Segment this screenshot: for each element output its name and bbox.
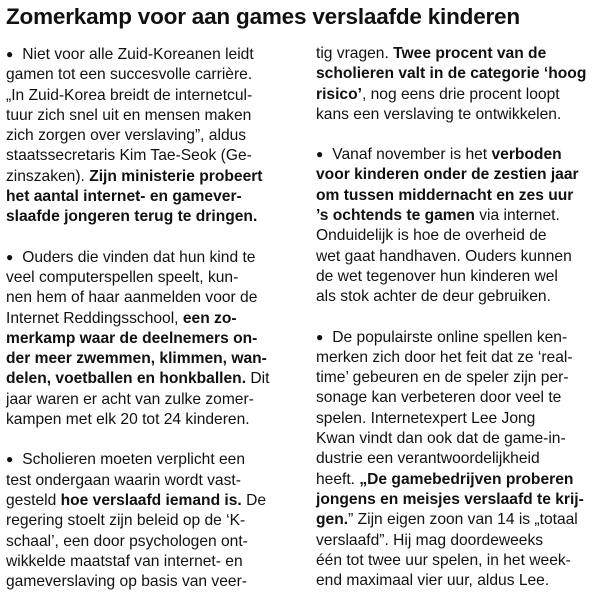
article-paragraph xyxy=(316,327,610,592)
text-line xyxy=(316,64,610,84)
text-line xyxy=(316,247,610,267)
body-text: regering stoelt zijn beleid op de ‘K- xyxy=(6,512,246,530)
text-line xyxy=(6,187,292,207)
bullet-icon: ● xyxy=(316,329,324,344)
body-text: zinszaken). xyxy=(6,167,90,185)
body-text: als stok achter de deur gebruiken. xyxy=(316,288,551,306)
bullet-icon: ● xyxy=(6,452,14,467)
body-text: kans een verslaving te ontwikkelen. xyxy=(316,105,562,123)
text-line xyxy=(6,349,292,369)
bold-text: Zijn ministerie probeert xyxy=(89,167,263,185)
body-text: staatssecretaris Kim Tae-Seok (Ge- xyxy=(6,147,252,165)
article-headline: Zomerkamp voor aan games verslaafde kinderen xyxy=(6,4,520,29)
body-text: gamen tot een succesvolle carrière. xyxy=(6,66,253,84)
text-line xyxy=(6,532,292,552)
text-line xyxy=(316,287,610,307)
body-text: De populairste online spellen ken- xyxy=(332,328,568,346)
text-line xyxy=(316,388,610,408)
body-text: gameverslaving op basis van veer- xyxy=(6,573,247,591)
text-line xyxy=(316,327,610,348)
body-text: tig vragen. xyxy=(316,45,394,62)
body-text: Onduidelijk is hoe de overheid de xyxy=(316,227,547,245)
body-text: kampen met elk 20 tot 24 kinderen. xyxy=(6,411,250,429)
bold-text: der meer zwemmen, klimmen, wan- xyxy=(6,350,267,368)
text-line xyxy=(6,511,292,531)
body-text: Niet voor alle Zuid-Koreanen leidt xyxy=(22,46,254,63)
bold-text: merkamp waar de deelnemers on- xyxy=(6,329,258,347)
text-line xyxy=(6,369,292,389)
text-line xyxy=(316,44,610,64)
body-text: merken zich door het feit dat ze ‘real- xyxy=(316,348,573,366)
body-text: veel computerspellen speelt, kun- xyxy=(6,268,239,286)
bold-text: delen, voetballen en honkballen. xyxy=(6,370,247,388)
body-text: Scholieren moeten verplicht een xyxy=(22,451,246,469)
text-line xyxy=(316,186,610,206)
body-text: zich zorgen over verslaving”, aldus xyxy=(6,127,247,145)
text-line xyxy=(316,510,610,530)
body-text: via internet. xyxy=(474,207,560,225)
bold-text: het aantal internet- en gamever- xyxy=(6,188,242,206)
text-line xyxy=(6,390,292,410)
text-line xyxy=(316,571,610,591)
text-line xyxy=(6,146,292,166)
text-line xyxy=(6,572,292,592)
text-line xyxy=(6,288,292,308)
bullet-icon: ● xyxy=(6,249,14,264)
bold-text: scholieren valt in de categorie ‘hoog xyxy=(316,65,587,83)
text-line xyxy=(316,449,610,469)
bold-text: verboden xyxy=(491,146,562,164)
text-line xyxy=(316,429,610,449)
text-line xyxy=(6,410,292,430)
body-text: heeft. xyxy=(316,470,360,488)
bold-text: Twee procent van de xyxy=(393,45,547,62)
article-paragraph xyxy=(6,247,292,431)
body-text: test ondergaan waarin wordt vast- xyxy=(6,471,241,489)
bold-text: jongens en meisjes verslaafd te krij- xyxy=(316,490,584,508)
text-line xyxy=(6,86,292,106)
text-line xyxy=(6,491,292,511)
body-text: verslaafd”. Hij mag doordeweeks xyxy=(316,531,544,549)
bold-text: een zo- xyxy=(182,309,237,327)
article-paragraph xyxy=(6,449,292,592)
text-line xyxy=(6,65,292,85)
text-line xyxy=(316,85,610,105)
bold-text: slaafde jongeren terug te dringen. xyxy=(6,208,258,226)
bold-text: „De gamebedrijven proberen xyxy=(359,470,574,488)
body-text: wet gaat handhaven. Ouders kunnen xyxy=(316,247,572,265)
body-text: dustrie een verantwoordelijkheid xyxy=(316,450,540,468)
text-line xyxy=(316,226,610,246)
text-line xyxy=(316,267,610,287)
bold-text: gen. xyxy=(316,511,349,529)
body-text: De xyxy=(241,491,267,509)
bold-text: ’s ochtends te gamen xyxy=(316,207,475,225)
text-line xyxy=(316,348,610,368)
text-line xyxy=(6,552,292,572)
text-line xyxy=(6,268,292,288)
text-line xyxy=(6,449,292,470)
body-text: end maximaal vier uur, aldus Lee. xyxy=(316,572,550,590)
body-text: , nog eens drie procent loopt xyxy=(361,85,560,103)
body-text: de wet tegenover hun kinderen wel xyxy=(316,267,558,285)
article-paragraph xyxy=(316,144,610,307)
text-line xyxy=(6,329,292,349)
body-text: wikkelde maatstaf van internet- en xyxy=(6,552,243,570)
text-line xyxy=(316,531,610,551)
text-line xyxy=(316,105,610,125)
text-line xyxy=(316,144,610,165)
body-text: nen hem of haar aanmelden voor de xyxy=(6,289,258,307)
text-line xyxy=(6,247,292,268)
body-text: jaar waren er acht van zulke zomer- xyxy=(6,390,254,408)
text-line xyxy=(6,471,292,491)
body-text: Ouders die vinden dat hun kind te xyxy=(22,248,256,266)
text-line xyxy=(6,207,292,227)
article-column-left xyxy=(6,44,292,611)
bold-text: voor kinderen onder de zestien jaar xyxy=(316,166,579,184)
body-text: Vanaf november is het xyxy=(332,146,492,164)
text-line xyxy=(6,167,292,187)
bullet-icon: ● xyxy=(316,147,324,162)
article-paragraph xyxy=(6,44,292,228)
bold-text: hoe verslaafd iemand is. xyxy=(60,491,242,509)
body-text: Internet Reddingsschool, xyxy=(6,309,183,327)
text-line xyxy=(316,368,610,388)
text-line xyxy=(316,551,610,571)
text-line xyxy=(316,409,610,429)
body-text: gesteld xyxy=(6,491,61,509)
article-column-right xyxy=(316,44,610,610)
body-text: spelen. Internetexpert Lee Jong xyxy=(316,409,536,427)
body-text: „In Zuid-Korea breidt de internetcul- xyxy=(6,86,253,104)
bold-text: om tussen middernacht en zes uur xyxy=(316,186,574,204)
text-line xyxy=(6,309,292,329)
article-paragraph xyxy=(316,44,610,125)
text-line xyxy=(6,106,292,126)
body-text: ” Zijn eigen zoon van 14 is „totaal xyxy=(348,511,578,529)
body-text: schaal’, een door psychologen ont- xyxy=(6,532,248,550)
text-line xyxy=(6,126,292,146)
text-line xyxy=(316,165,610,185)
body-text: één tot twee uur spelen, in het week- xyxy=(316,551,571,569)
body-text: time’ gebeuren en de speler zijn per- xyxy=(316,369,569,387)
body-text: tuur zich snel uit en mensen maken xyxy=(6,106,252,124)
text-line xyxy=(316,206,610,226)
body-text: sonage kan verbeteren door veel te xyxy=(316,389,562,407)
text-line xyxy=(316,470,610,490)
body-text: Kwan vindt dan ook dat de game-in- xyxy=(316,430,566,448)
text-line xyxy=(6,44,292,65)
text-line xyxy=(316,490,610,510)
bullet-icon: ● xyxy=(6,47,14,61)
body-text: Dit xyxy=(246,370,270,388)
bold-text: risico’ xyxy=(316,85,362,103)
